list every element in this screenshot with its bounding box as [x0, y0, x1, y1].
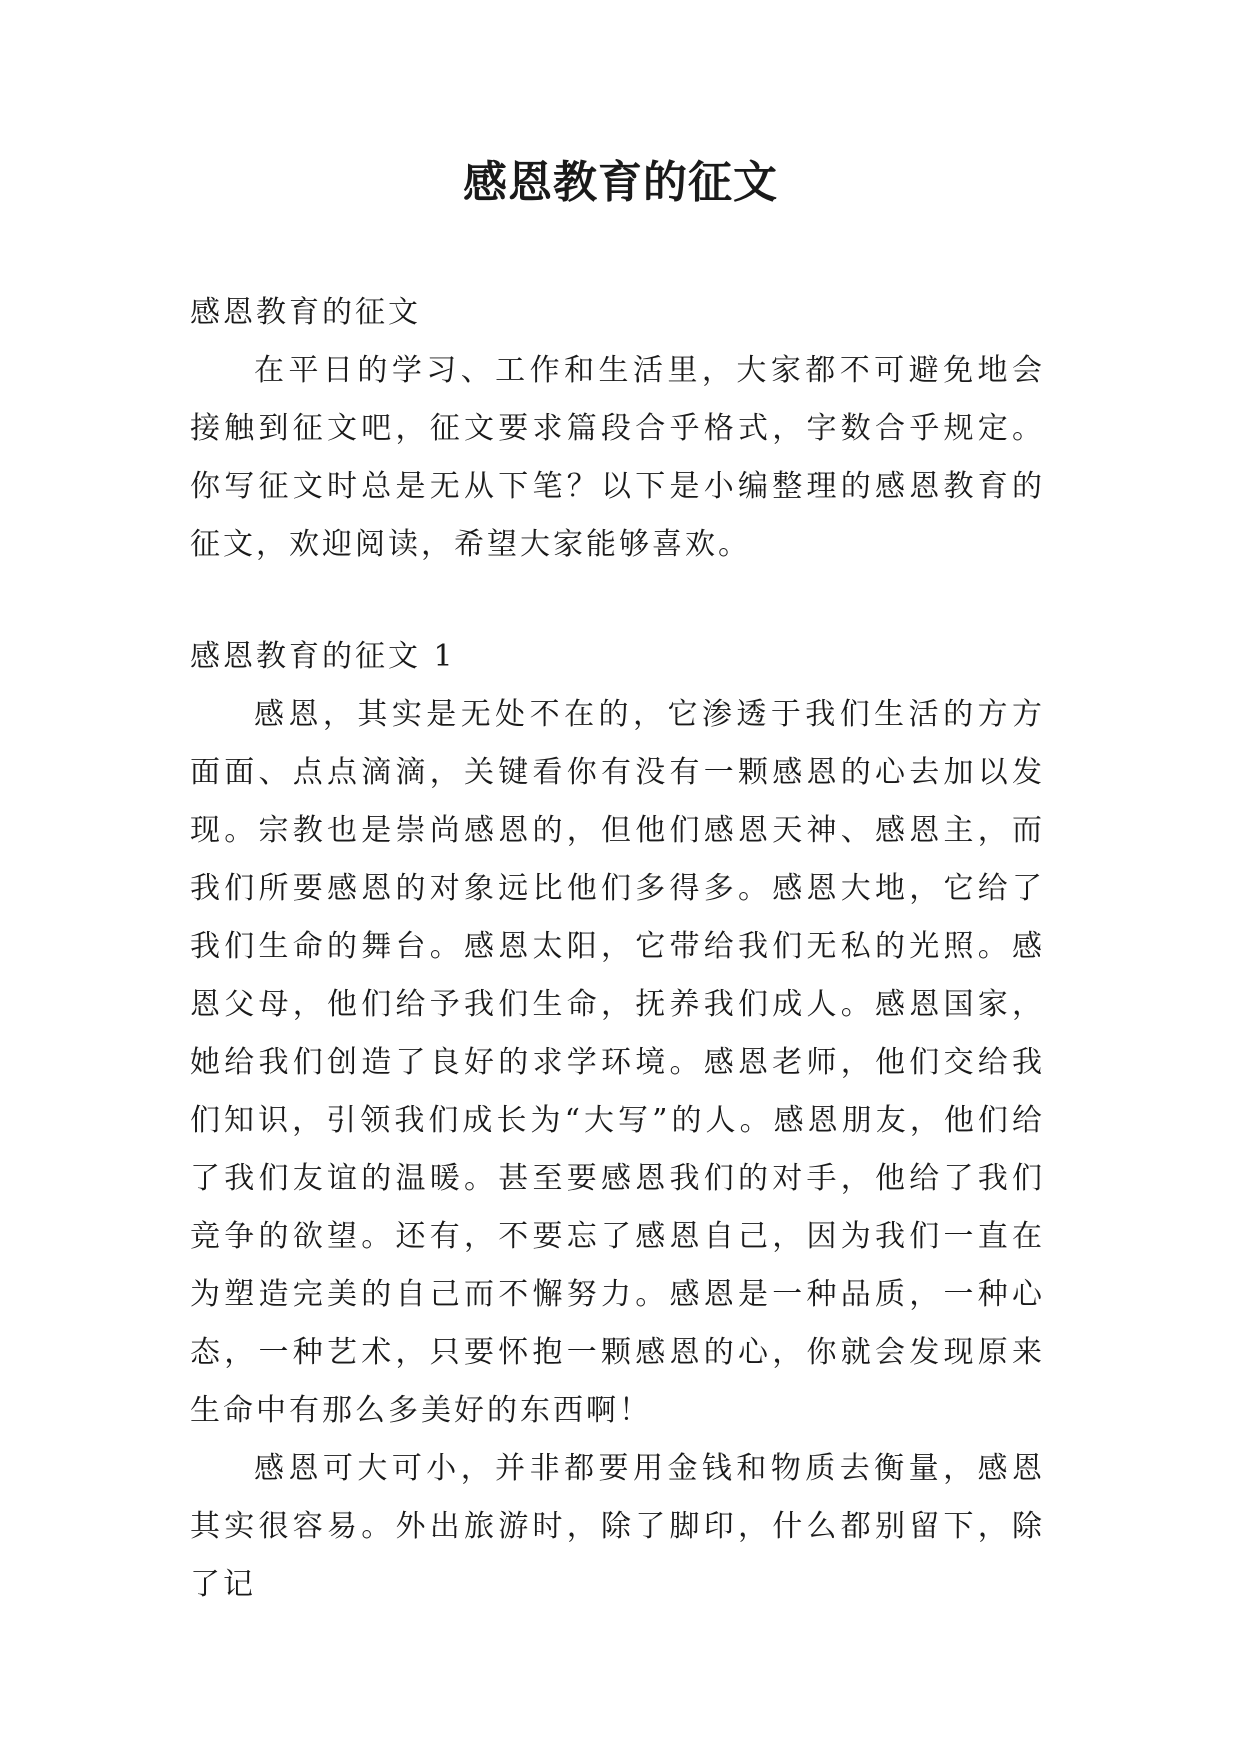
intro-section — [190, 284, 1045, 574]
document-title: 感恩教育的征文 — [463, 157, 778, 208]
essay-1-paragraph: 感恩，其实是无处不在的，它渗透于我们生活的方方面面、点点滴滴，关键看你有没有一颗感恩的心去加以发现。宗教也是崇尚感恩的，但他们感恩天神、感恩主，而我们所要感恩的对象远比他们多得多。感恩大地，它给了我们生命的舞台。感恩太阳，它带给我们无私的光照。感恩父母，他们给予我们生命，抚养我们成人。感恩国家，她给我们创造了良好的求学环境。感恩老师，他们交给我们知识，引领我们成长为“大写”的人。感恩朋友，他们给了我们友谊的温暖。甚至要感恩我们的对手，他给了我们竞争的欲望。还有，不要忘了感恩自己，因为我们一直在为塑造完美的自己而不懈努力。感恩是一种品质，一种心态，一种艺术，只要怀抱一颗感恩的心，你就会发现原来生命中有那么多美好的东西啊！ — [190, 697, 1045, 1428]
essay-1-heading: 感恩教育的征文 1 — [190, 639, 456, 674]
essay-1-section — [190, 628, 1045, 1614]
essay-1-paragraph: 感恩可大可小，并非都要用金钱和物质去衡量，感恩其实很容易。外出旅游时，除了脚印，什么都别留下，除了记 — [190, 1451, 1045, 1602]
intro-heading: 感恩教育的征文 — [190, 295, 421, 330]
intro-paragraph: 在平日的学习、工作和生活里，大家都不可避免地会接触到征文吧，征文要求篇段合乎格式，字数合乎规定。你写征文时总是无从下笔？以下是小编整理的感恩教育的征文，欢迎阅读，希望大家能够喜欢。 — [190, 353, 1045, 562]
